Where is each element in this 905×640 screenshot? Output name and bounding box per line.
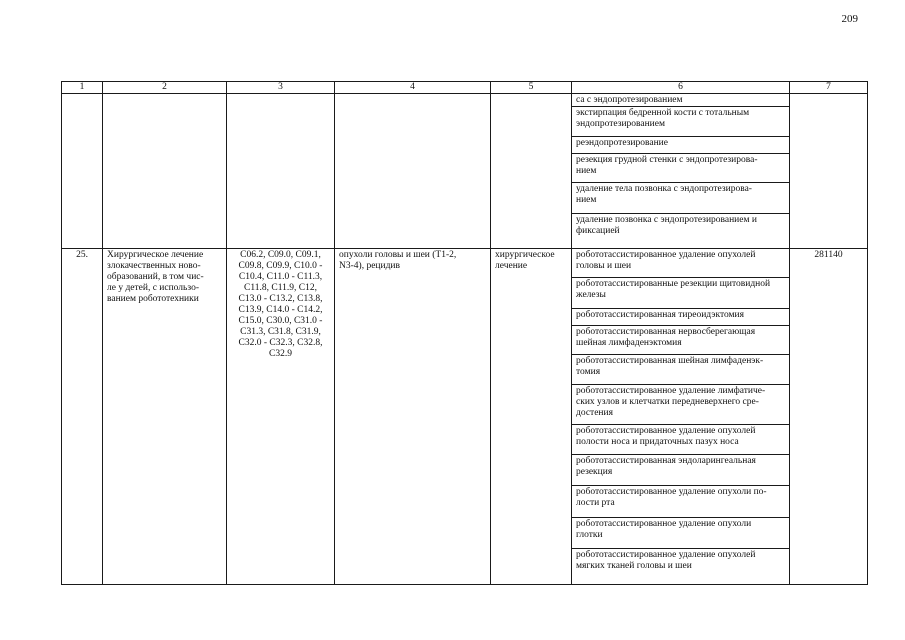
row-25 [62, 249, 868, 585]
treatment-methods-cell [572, 249, 790, 585]
cost-value: 281140 [790, 249, 868, 585]
method-item: удаление тела позвонка с эндопротезирова- нием [572, 183, 789, 214]
continued-name-cell [103, 94, 227, 249]
method-item: робототассистированное удаление опухолей полости носа и придаточных пазух носа [572, 425, 789, 455]
continued-codes-cell [227, 94, 335, 249]
method-item: робототассистированные резекции щитовидной железы [572, 278, 789, 309]
header-col-6: 6 [572, 82, 790, 94]
medical-care-table [61, 81, 868, 585]
method-item: робототассистированная тиреоидэктомия [572, 309, 789, 326]
method-item: робототассистированное удаление опухолей головы и шеи [572, 249, 789, 278]
continued-model-cell [335, 94, 491, 249]
header-col-7: 7 [790, 82, 868, 94]
continued-num-cell [62, 94, 103, 249]
row-number: 25. [62, 249, 103, 585]
header-col-4: 4 [335, 82, 491, 94]
method-item: экстирпация бедренной кости с тотальным эндопротезированием [572, 107, 789, 137]
method-item: удаление позвонка с эндопротезированием и фиксацией [576, 215, 757, 236]
method-item: робототассистированное удаление опухоли глотки [572, 518, 789, 549]
method-item: робототассистированная эндоларингеальная резекция [572, 455, 789, 486]
page-number: 209 [841, 13, 858, 25]
continued-cost-cell [790, 94, 868, 249]
method-item: робототассистированное удаление опухолей мягких тканей головы и шеи [576, 550, 756, 571]
method-item: робототассистированное удаление опухоли по- лости рта [572, 486, 789, 518]
treatment-type: хирургическое лечение [491, 249, 572, 585]
method-item: са с эндопротезированием [572, 94, 789, 107]
method-item: реэндопротезирование [572, 137, 789, 154]
header-col-1: 1 [62, 82, 103, 94]
header-col-2: 2 [103, 82, 227, 94]
header-row [62, 82, 868, 94]
continued-treatment-cell [491, 94, 572, 249]
method-item: резекция грудной стенки с эндопротезирова- нием [572, 154, 789, 183]
continued-row [62, 94, 868, 249]
method-item: робототассистированная нервосберегающая шейная лимфаденэктомия [572, 326, 789, 355]
patient-model: опухоли головы и шеи (T1-2, N3-4), рецидив [335, 249, 491, 585]
continued-methods-cell [572, 94, 790, 249]
icd-codes: C06.2, C09.0, C09.1, C09.8, C09.9, C10.0 - C10.4, C11.0 - C11.3, C11.8, C11.9, C12, C13.0 - C13.2, C13.8, C13.9, C14.0 - C14.2, C15.0, C30.0, C31.0 - C31.3, C31.8, C31.9, C32.0 - C32.3, C32.8, C32.9 [227, 249, 335, 585]
method-item: робототассистированное удаление лимфатиче- ских узлов и клетчатки передневерхнего сре- достения [572, 385, 789, 425]
care-type-name: Хирургическое лечение злокачественных ново- образований, в том чис- ле у детей, с использо- ванием робототехники [103, 249, 227, 585]
header-col-3: 3 [227, 82, 335, 94]
method-item: робототассистированная шейная лимфаденэк- томия [572, 355, 789, 385]
header-col-5: 5 [491, 82, 572, 94]
